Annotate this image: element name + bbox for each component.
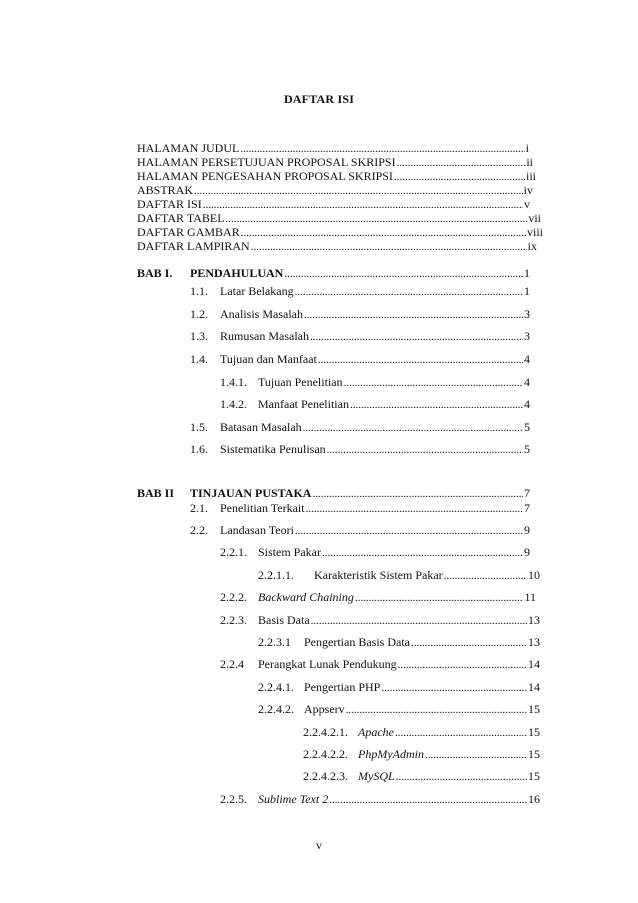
toc-entry-1-4-1[interactable] [220, 375, 530, 389]
toc-section-number: 1.5. [190, 420, 208, 434]
toc-label: Perangkat Lunak Pendukung [258, 657, 397, 671]
toc-label: PENDAHULUAN [190, 266, 284, 280]
toc-leader [240, 142, 524, 156]
toc-page: 3 [524, 329, 530, 343]
toc-entry-2-2-3-1[interactable] [258, 635, 540, 649]
toc-entry-2-1[interactable] [190, 501, 530, 515]
toc-entry-2-2-4-2-1[interactable] [303, 725, 540, 739]
toc-section-number: 1.4.2. [220, 397, 247, 411]
toc-label: DAFTAR GAMBAR [137, 225, 240, 239]
toc-section-number: 2.1. [190, 501, 208, 515]
toc-entry-2-2-1[interactable] [220, 545, 530, 559]
toc-entry-2-2-4-2-2[interactable] [303, 747, 540, 761]
toc-section-number: 1.6. [190, 442, 208, 456]
toc-leader [304, 308, 523, 322]
toc-section-number: 2.2.3.1 [258, 635, 291, 649]
toc-entry-1-6[interactable] [190, 442, 530, 456]
toc-section-number: 2.2.1.1. [258, 568, 294, 582]
toc-page: 14 [528, 657, 540, 671]
toc-page: 16 [528, 792, 540, 806]
toc-section-number: 2.2.3. [220, 613, 247, 627]
toc-leader [444, 569, 527, 583]
toc-section-number: 2.2.2. [220, 590, 247, 604]
toc-label: Pengertian Basis Data [304, 635, 410, 649]
toc-entry-abstrak[interactable] [137, 183, 533, 197]
toc-entry-2-2[interactable] [190, 523, 530, 537]
toc-section-number: 2.2.4.1. [258, 680, 294, 694]
toc-leader [394, 170, 525, 184]
toc-entry-daftar-isi[interactable] [137, 197, 530, 211]
toc-label: PhpMyAdmin [358, 747, 424, 761]
toc-page: vii [528, 211, 541, 225]
toc-chapter-bab-1[interactable] [137, 266, 530, 280]
toc-chapter-number: BAB II [137, 486, 175, 500]
toc-label: DAFTAR LAMPIRAN [137, 239, 250, 253]
toc-page: 9 [524, 523, 530, 537]
toc-section-number: 2.2.4 [220, 657, 244, 671]
toc-label: DAFTAR ISI [137, 197, 202, 211]
toc-label: Landasan Teori [220, 523, 294, 537]
toc-section-number: 1.3. [190, 329, 208, 343]
toc-label: Pengertian PHP [304, 680, 381, 694]
toc-label: TINJAUAN PUSTAKA [190, 486, 312, 500]
toc-page: 4 [524, 352, 530, 366]
toc-label: Latar Belakang [220, 284, 294, 298]
toc-leader [194, 184, 523, 198]
toc-chapter-number: BAB I. [137, 266, 173, 280]
toc-label: Apache [358, 725, 394, 739]
toc-section-number: 2.2.4.2. [258, 702, 294, 716]
toc-entry-halaman-judul[interactable] [137, 141, 529, 155]
toc-page: viii [526, 225, 543, 239]
toc-page: 11 [524, 590, 536, 604]
toc-label: Backward Chaining [258, 590, 354, 604]
toc-page: i [525, 141, 529, 155]
toc-section-number: 1.4.1. [220, 375, 247, 389]
toc-page: 1 [524, 284, 530, 298]
toc-entry-1-2[interactable] [190, 307, 530, 321]
toc-leader [327, 443, 523, 457]
toc-label: Batasan Masalah [220, 420, 302, 434]
toc-entry-1-4-2[interactable] [220, 397, 530, 411]
toc-page: 7 [524, 486, 530, 500]
toc-leader [346, 703, 527, 717]
toc-leader [303, 421, 523, 435]
toc-entry-2-2-2[interactable] [220, 590, 536, 604]
toc-leader [344, 376, 523, 390]
toc-page: 9 [524, 545, 530, 559]
toc-page: 15 [528, 747, 540, 761]
toc-entry-daftar-tabel[interactable] [137, 211, 541, 225]
toc-page: iii [525, 169, 536, 183]
toc-label: Appserv [304, 702, 345, 716]
toc-page: 7 [524, 501, 530, 515]
toc-leader [295, 285, 523, 299]
toc-label: Tujuan dan Manfaat [220, 352, 317, 366]
toc-page: 15 [528, 702, 540, 716]
toc-page: 4 [524, 375, 530, 389]
toc-leader [241, 226, 526, 240]
toc-section-number: 2.2.4.2.2. [303, 747, 348, 761]
toc-entry-1-3[interactable] [190, 329, 530, 343]
toc-leader [203, 198, 523, 212]
toc-page: 15 [528, 769, 540, 783]
toc-leader [318, 353, 523, 367]
toc-label: Karakteristik Sistem Pakar [314, 568, 443, 582]
toc-section-number: 1.4. [190, 352, 208, 366]
toc-page: 5 [524, 420, 530, 434]
toc-leader [322, 546, 523, 560]
toc-entry-daftar-lampiran[interactable] [137, 239, 537, 253]
toc-leader [350, 398, 523, 412]
toc-page: 4 [524, 397, 530, 411]
toc-entry-1-1[interactable] [190, 284, 530, 298]
toc-leader [397, 156, 526, 170]
page-number-footer: v [316, 838, 322, 852]
toc-label: Tujuan Penelitian [258, 375, 343, 389]
toc-section-number: 1.1. [190, 284, 208, 298]
toc-leader [311, 614, 527, 628]
toc-leader [381, 681, 527, 695]
toc-page: ii [526, 155, 533, 169]
toc-label: Penelitian Terkait [220, 501, 305, 515]
toc-leader [226, 212, 528, 226]
toc-page: 5 [524, 442, 530, 456]
toc-entry-2-2-4-2[interactable] [258, 702, 540, 716]
toc-entry-2-2-4-2-3[interactable] [303, 769, 540, 783]
toc-section-number: 2.2.4.2.1. [303, 725, 348, 739]
toc-entry-2-2-4-1[interactable] [258, 680, 540, 694]
toc-label: Sublime Text 2 [258, 792, 329, 806]
toc-label: Analisis Masalah [220, 307, 303, 321]
toc-entry-pengesahan[interactable] [137, 169, 536, 183]
toc-label: Sistematika Penulisan [220, 442, 326, 456]
toc-label: Basis Data [258, 613, 310, 627]
toc-label: HALAMAN JUDUL [137, 141, 240, 155]
toc-label: HALAMAN PERSETUJUAN PROPOSAL SKRIPSI [137, 155, 396, 169]
toc-leader [306, 502, 523, 516]
toc-section-number: 1.2. [190, 307, 208, 321]
toc-section-number: 2.2.4.2.3. [303, 769, 348, 783]
toc-page: iv [523, 183, 533, 197]
toc-page: 3 [524, 307, 530, 321]
toc-label: ABSTRAK [137, 183, 194, 197]
toc-leader [251, 240, 527, 254]
toc-leader [396, 770, 527, 784]
toc-page: 15 [528, 725, 540, 739]
toc-leader [312, 487, 523, 501]
toc-page: ix [527, 239, 537, 253]
toc-leader [425, 748, 527, 762]
toc-leader [310, 330, 523, 344]
toc-section-number: 2.2.1. [220, 545, 247, 559]
page-title: DAFTAR ISI [283, 92, 355, 106]
toc-label: DAFTAR TABEL [137, 211, 225, 225]
toc-page: 13 [528, 635, 540, 649]
toc-section-number: 2.2. [190, 523, 208, 537]
toc-page: 10 [528, 568, 540, 582]
toc-page: v [524, 197, 530, 211]
toc-label: HALAMAN PENGESAHAN PROPOSAL SKRIPSI [137, 169, 393, 183]
toc-leader [411, 636, 527, 650]
toc-leader [295, 524, 523, 538]
toc-entry-2-2-1-1[interactable] [258, 568, 540, 582]
toc-label: Rumusan Masalah [220, 329, 309, 343]
toc-label: MySQL [358, 769, 395, 783]
toc-entry-persetujuan[interactable] [137, 155, 533, 169]
toc-entry-1-5[interactable] [190, 420, 530, 434]
toc-label: Manfaat Penelitian [258, 397, 349, 411]
toc-chapter-bab-2[interactable] [137, 486, 530, 500]
toc-leader [329, 793, 527, 807]
toc-leader [398, 658, 527, 672]
toc-entry-2-2-3[interactable] [220, 613, 540, 627]
toc-label: Sistem Pakar [258, 545, 321, 559]
toc-leader [355, 591, 524, 605]
toc-page: 13 [528, 613, 540, 627]
toc-leader [395, 726, 527, 740]
toc-entry-daftar-gambar[interactable] [137, 225, 543, 239]
toc-entry-2-2-5[interactable] [220, 792, 540, 806]
toc-entry-1-4[interactable] [190, 352, 530, 366]
toc-page: 1 [524, 266, 530, 280]
toc-section-number: 2.2.5. [220, 792, 247, 806]
toc-page: 14 [528, 680, 540, 694]
toc-leader [284, 267, 523, 281]
toc-entry-2-2-4[interactable] [220, 657, 540, 671]
